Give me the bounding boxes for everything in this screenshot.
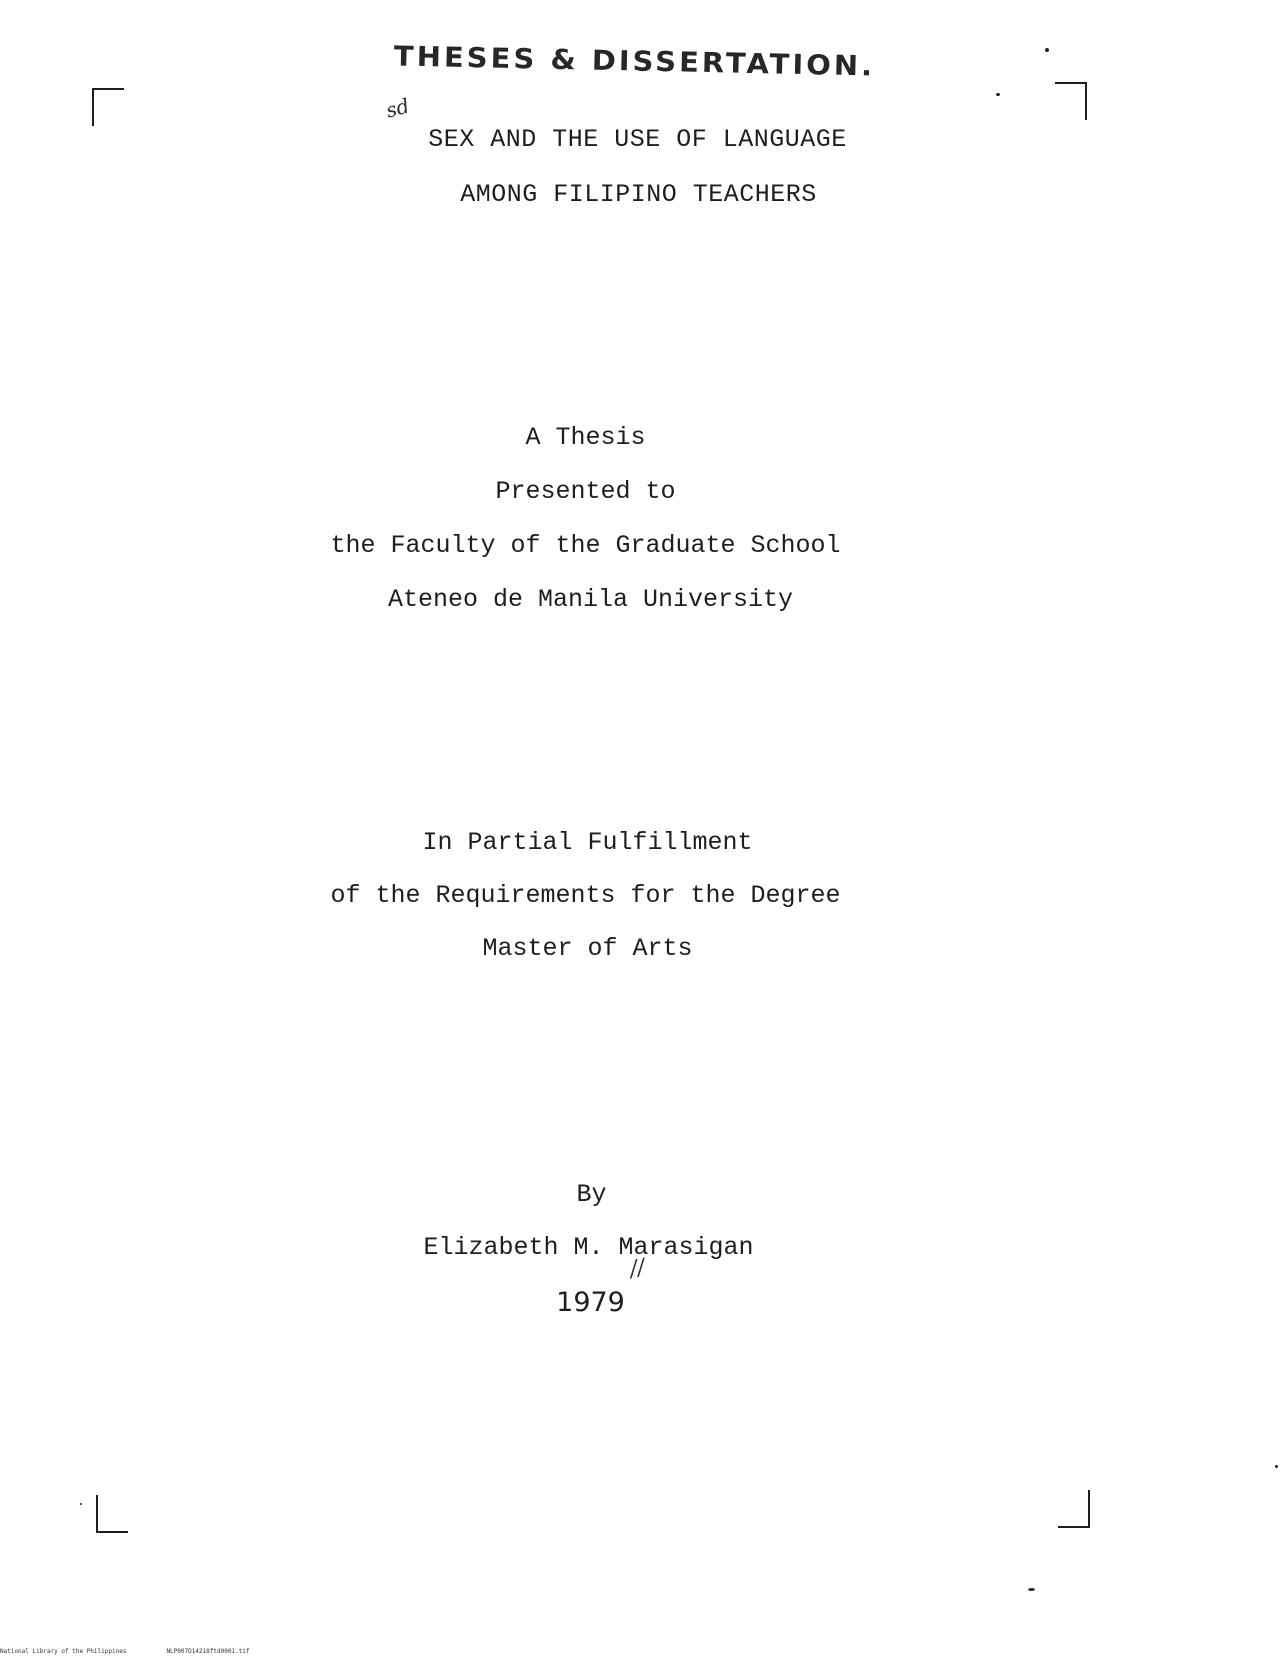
scan-speck	[1275, 1465, 1278, 1468]
title-line-1: SEX AND THE USE OF LANGUAGE	[428, 125, 847, 154]
degree-line: Master of Arts	[482, 934, 693, 963]
faculty-line: the Faculty of the Graduate School	[330, 531, 841, 560]
crop-mark-top-left	[92, 88, 124, 126]
title-line-2: AMONG FILIPINO TEACHERS	[460, 180, 817, 209]
scan-footer	[0, 1648, 250, 1655]
scan-speck	[996, 93, 1000, 96]
crop-mark-bottom-right	[1058, 1490, 1090, 1528]
scan-speck	[80, 1503, 82, 1505]
presented-to: Presented to	[495, 477, 676, 506]
author-name: Elizabeth M. Marasigan	[423, 1233, 754, 1262]
handwritten-mark-title: sd	[383, 93, 412, 123]
university-line: Ateneo de Manila University	[387, 585, 794, 614]
thesis-year: 1979	[556, 1287, 625, 1318]
crop-mark-top-right	[1055, 82, 1087, 120]
crop-mark-bottom-left	[96, 1495, 128, 1533]
footer-filename: NLP007D14218ftd0001.tif	[166, 1648, 250, 1655]
theses-dissertation-stamp: THESES & DISSERTATION.	[393, 39, 876, 83]
handwritten-mark-name: //	[627, 1254, 647, 1283]
footer-library: National Library of the Philippines	[0, 1648, 127, 1655]
scan-speck	[1045, 48, 1049, 52]
partial-fulfillment: In Partial Fulfillment	[422, 828, 753, 857]
requirements-line: of the Requirements for the Degree	[330, 881, 841, 910]
thesis-label: A Thesis	[525, 423, 646, 452]
scan-speck	[1028, 1588, 1035, 1591]
by-label: By	[576, 1180, 607, 1209]
